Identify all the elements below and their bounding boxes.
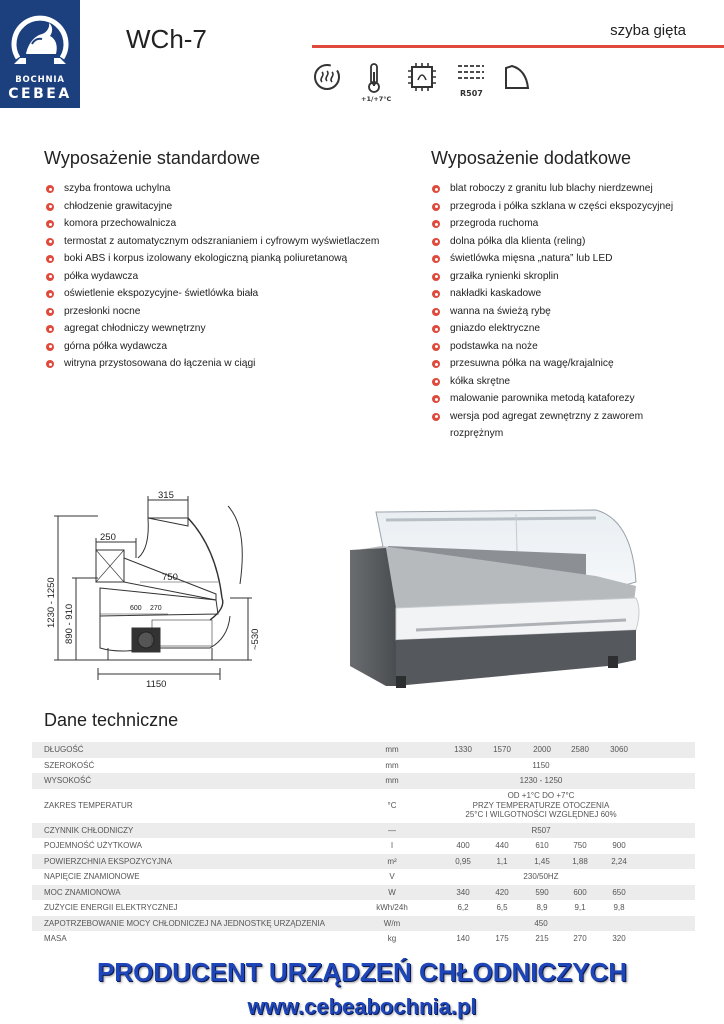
row-value-span <box>442 823 640 839</box>
row-value: 1,1 <box>496 856 508 866</box>
row-value: 610 <box>535 841 549 851</box>
brand-line-2: CEBEA <box>8 86 72 102</box>
table-row <box>32 742 695 758</box>
row-label: MASA <box>44 934 67 944</box>
table-row <box>32 900 695 916</box>
brand-line-1: BOCHNIA <box>15 75 65 85</box>
row-value: 270 <box>573 934 587 944</box>
span-line: PRZY TEMPERATURZE OTOCZENIA <box>472 800 610 810</box>
table-row <box>32 885 695 901</box>
dim-height-base: ~530 <box>250 628 261 650</box>
feature-icons <box>306 62 546 104</box>
standard-title: Wyposażenie standardowe <box>44 148 260 168</box>
row-value: 1,88 <box>572 856 588 866</box>
refrigerant-icon <box>456 62 486 88</box>
dim-600: 600 <box>130 605 142 612</box>
row-value: 2580 <box>571 745 589 755</box>
standard-list <box>44 180 379 373</box>
row-label: ZAKRES TEMPERATUR <box>44 801 133 810</box>
list-item: witryna przystosowana do łączenia w ciągi <box>44 355 379 373</box>
list-item: agregat chłodniczy wewnętrzny <box>44 320 379 338</box>
list-item: kółka skrętne <box>430 373 673 391</box>
row-unit: °C <box>387 801 397 810</box>
row-unit: kg <box>387 934 397 944</box>
list-item: malowanie parownika metodą kataforezy <box>430 390 673 408</box>
span-line: 1230 - 1250 <box>519 776 563 785</box>
dim-height-total: 1230 - 1250 <box>46 577 57 628</box>
row-value: 900 <box>612 841 626 851</box>
row-value: 340 <box>456 887 470 897</box>
row-value: 8,9 <box>536 903 548 913</box>
table-row <box>32 869 695 885</box>
row-value: 750 <box>573 841 587 851</box>
row-value-span <box>442 773 640 789</box>
row-label: CZYNNIK CHŁODNICZY <box>44 825 134 835</box>
row-value: 590 <box>535 887 549 897</box>
row-label: POWIERZCHNIA EKSPOZYCYJNA <box>44 856 173 866</box>
list-item: grzałka rynienki skroplin <box>430 268 673 286</box>
row-value: 6,2 <box>457 903 469 913</box>
row-label: NAPIĘCIE ZNAMIONOWE <box>44 872 140 882</box>
list-item-continuation: rozprężnym <box>450 428 504 439</box>
list-item: półka wydawcza <box>44 268 379 286</box>
row-value: 1570 <box>493 745 511 755</box>
row-value: 440 <box>495 841 509 851</box>
row-label: MOC ZNAMIONOWA <box>44 887 121 897</box>
brand-logo <box>0 0 80 108</box>
row-unit: m² <box>387 856 397 866</box>
row-label: ZUŻYCIE ENERGII ELEKTRYCZNEJ <box>44 903 178 913</box>
optional-list <box>430 180 673 443</box>
table-row <box>32 916 695 932</box>
row-label: POJEMNOŚĆ UŻYTKOWA <box>44 841 142 851</box>
row-value: 175 <box>495 934 509 944</box>
list-item: oświetlenie ekspozycyjne- świetlówka biała <box>44 285 379 303</box>
list-item: termostat z automatycznym odszranianiem i cyfrowym wyświetlaczem <box>44 233 379 251</box>
list-item: dolna półka dla klienta (reling) <box>430 233 673 251</box>
list-item: nakładki kaskadowe <box>430 285 673 303</box>
table-row <box>32 931 695 947</box>
tech-table <box>32 742 695 947</box>
row-value: 9,8 <box>613 903 625 913</box>
table-row <box>32 789 695 823</box>
row-value: 3060 <box>610 745 628 755</box>
row-value: 320 <box>612 934 626 944</box>
curved-glass-icon <box>502 62 532 92</box>
row-value: 140 <box>456 934 470 944</box>
row-value-span <box>442 869 640 885</box>
row-value-span <box>442 916 640 932</box>
header-divider <box>312 45 724 48</box>
logo-emblem-icon <box>6 6 74 72</box>
row-unit: mm <box>385 760 399 770</box>
refrigerant-caption: R507 <box>460 89 483 98</box>
row-unit: W/m <box>383 918 401 928</box>
list-item: podstawka na noże <box>430 338 673 356</box>
span-line: 230/50HZ <box>523 872 559 881</box>
row-unit: kWh/24h <box>376 903 408 913</box>
dim-315: 315 <box>158 490 174 501</box>
dim-1150: 1150 <box>146 679 167 690</box>
row-value-span <box>442 758 640 774</box>
span-line: OD +1°C DO +7°C <box>507 791 575 801</box>
list-item: górna półka wydawcza <box>44 338 379 356</box>
span-line: 25°C I WILGOTNOŚCI WZGLĘDNEJ 60% <box>465 810 617 820</box>
thermometer-icon <box>362 62 386 94</box>
row-label: DŁUGOŚĆ <box>44 745 84 755</box>
row-value: 600 <box>573 887 587 897</box>
list-item: szyba frontowa uchylna <box>44 180 379 198</box>
variant-label: szyba gięta <box>610 22 686 39</box>
row-value: 9,1 <box>574 903 586 913</box>
dim-250: 250 <box>100 532 116 543</box>
row-label: SZEROKOŚĆ <box>44 760 95 770</box>
table-row <box>32 773 695 789</box>
list-item: gniazdo elektryczne <box>430 320 673 338</box>
table-row <box>32 838 695 854</box>
span-line: R507 <box>531 825 551 835</box>
span-line: 1150 <box>532 760 550 770</box>
row-value: 6,5 <box>496 903 508 913</box>
defrost-icon <box>312 62 342 92</box>
list-item: komora przechowalnicza <box>44 215 379 233</box>
row-unit: — <box>388 825 396 835</box>
row-label: ZAPOTRZEBOWANIE MOCY CHŁODNICZEJ NA JEDNOSTKĘ URZĄDZENIA <box>44 918 325 928</box>
list-item: wersja pod agregat zewnętrzny z zaworem <box>430 408 673 426</box>
row-unit: W <box>388 887 396 897</box>
optional-title: Wyposażenie dodatkowe <box>431 148 631 168</box>
table-row <box>32 854 695 870</box>
row-unit: V <box>389 872 395 882</box>
list-item: chłodzenie grawitacyjne <box>44 198 379 216</box>
row-value: 420 <box>495 887 509 897</box>
list-item: przesłonki nocne <box>44 303 379 321</box>
dim-270: 270 <box>150 605 162 612</box>
row-label: WYSOKOŚĆ <box>44 776 92 786</box>
dim-750: 750 <box>162 572 178 583</box>
list-item: świetlówka mięsna „natura” lub LED <box>430 250 673 268</box>
list-item: przesuwna półka na wagę/krajalnicę <box>430 355 673 373</box>
row-unit: l <box>391 841 393 851</box>
row-unit: mm <box>385 776 399 786</box>
list-item: przegroda i półka szklana w części ekspozycyjnej <box>430 198 673 216</box>
model-title: WCh-7 <box>126 24 207 54</box>
table-row <box>32 758 695 774</box>
row-unit: mm <box>385 745 399 755</box>
row-value: 650 <box>612 887 626 897</box>
row-value: 1,45 <box>534 856 550 866</box>
row-value: 2,24 <box>611 856 627 866</box>
list-item: blat roboczy z granitu lub blachy nierdzewnej <box>430 180 673 198</box>
row-value: 215 <box>535 934 549 944</box>
tech-title: Dane techniczne <box>44 710 179 730</box>
footer-website-link[interactable]: www.cebeabochnia.pl <box>247 994 477 1019</box>
technical-drawing <box>40 488 310 700</box>
footer-tagline: PRODUCENT URZĄDZEŃ CHŁODNICZYCH <box>96 957 628 987</box>
span-line: 450 <box>534 918 548 928</box>
row-value: 0,95 <box>455 856 471 866</box>
list-item: wanna na świeżą rybę <box>430 303 673 321</box>
row-value: 400 <box>456 841 470 851</box>
row-value: 1330 <box>454 745 472 755</box>
row-value: 2000 <box>533 745 551 755</box>
temperature-caption: +1/+7°C <box>361 95 392 103</box>
list-item: przegroda ruchoma <box>430 215 673 233</box>
list-item: boki ABS i korpus izolowany ekologiczną pianką poliuretanową <box>44 250 379 268</box>
dim-height-counter: 890 - 910 <box>64 603 75 644</box>
table-row <box>32 823 695 839</box>
row-value-span <box>442 789 640 823</box>
compressor-icon <box>407 62 437 92</box>
product-photo <box>346 490 646 690</box>
